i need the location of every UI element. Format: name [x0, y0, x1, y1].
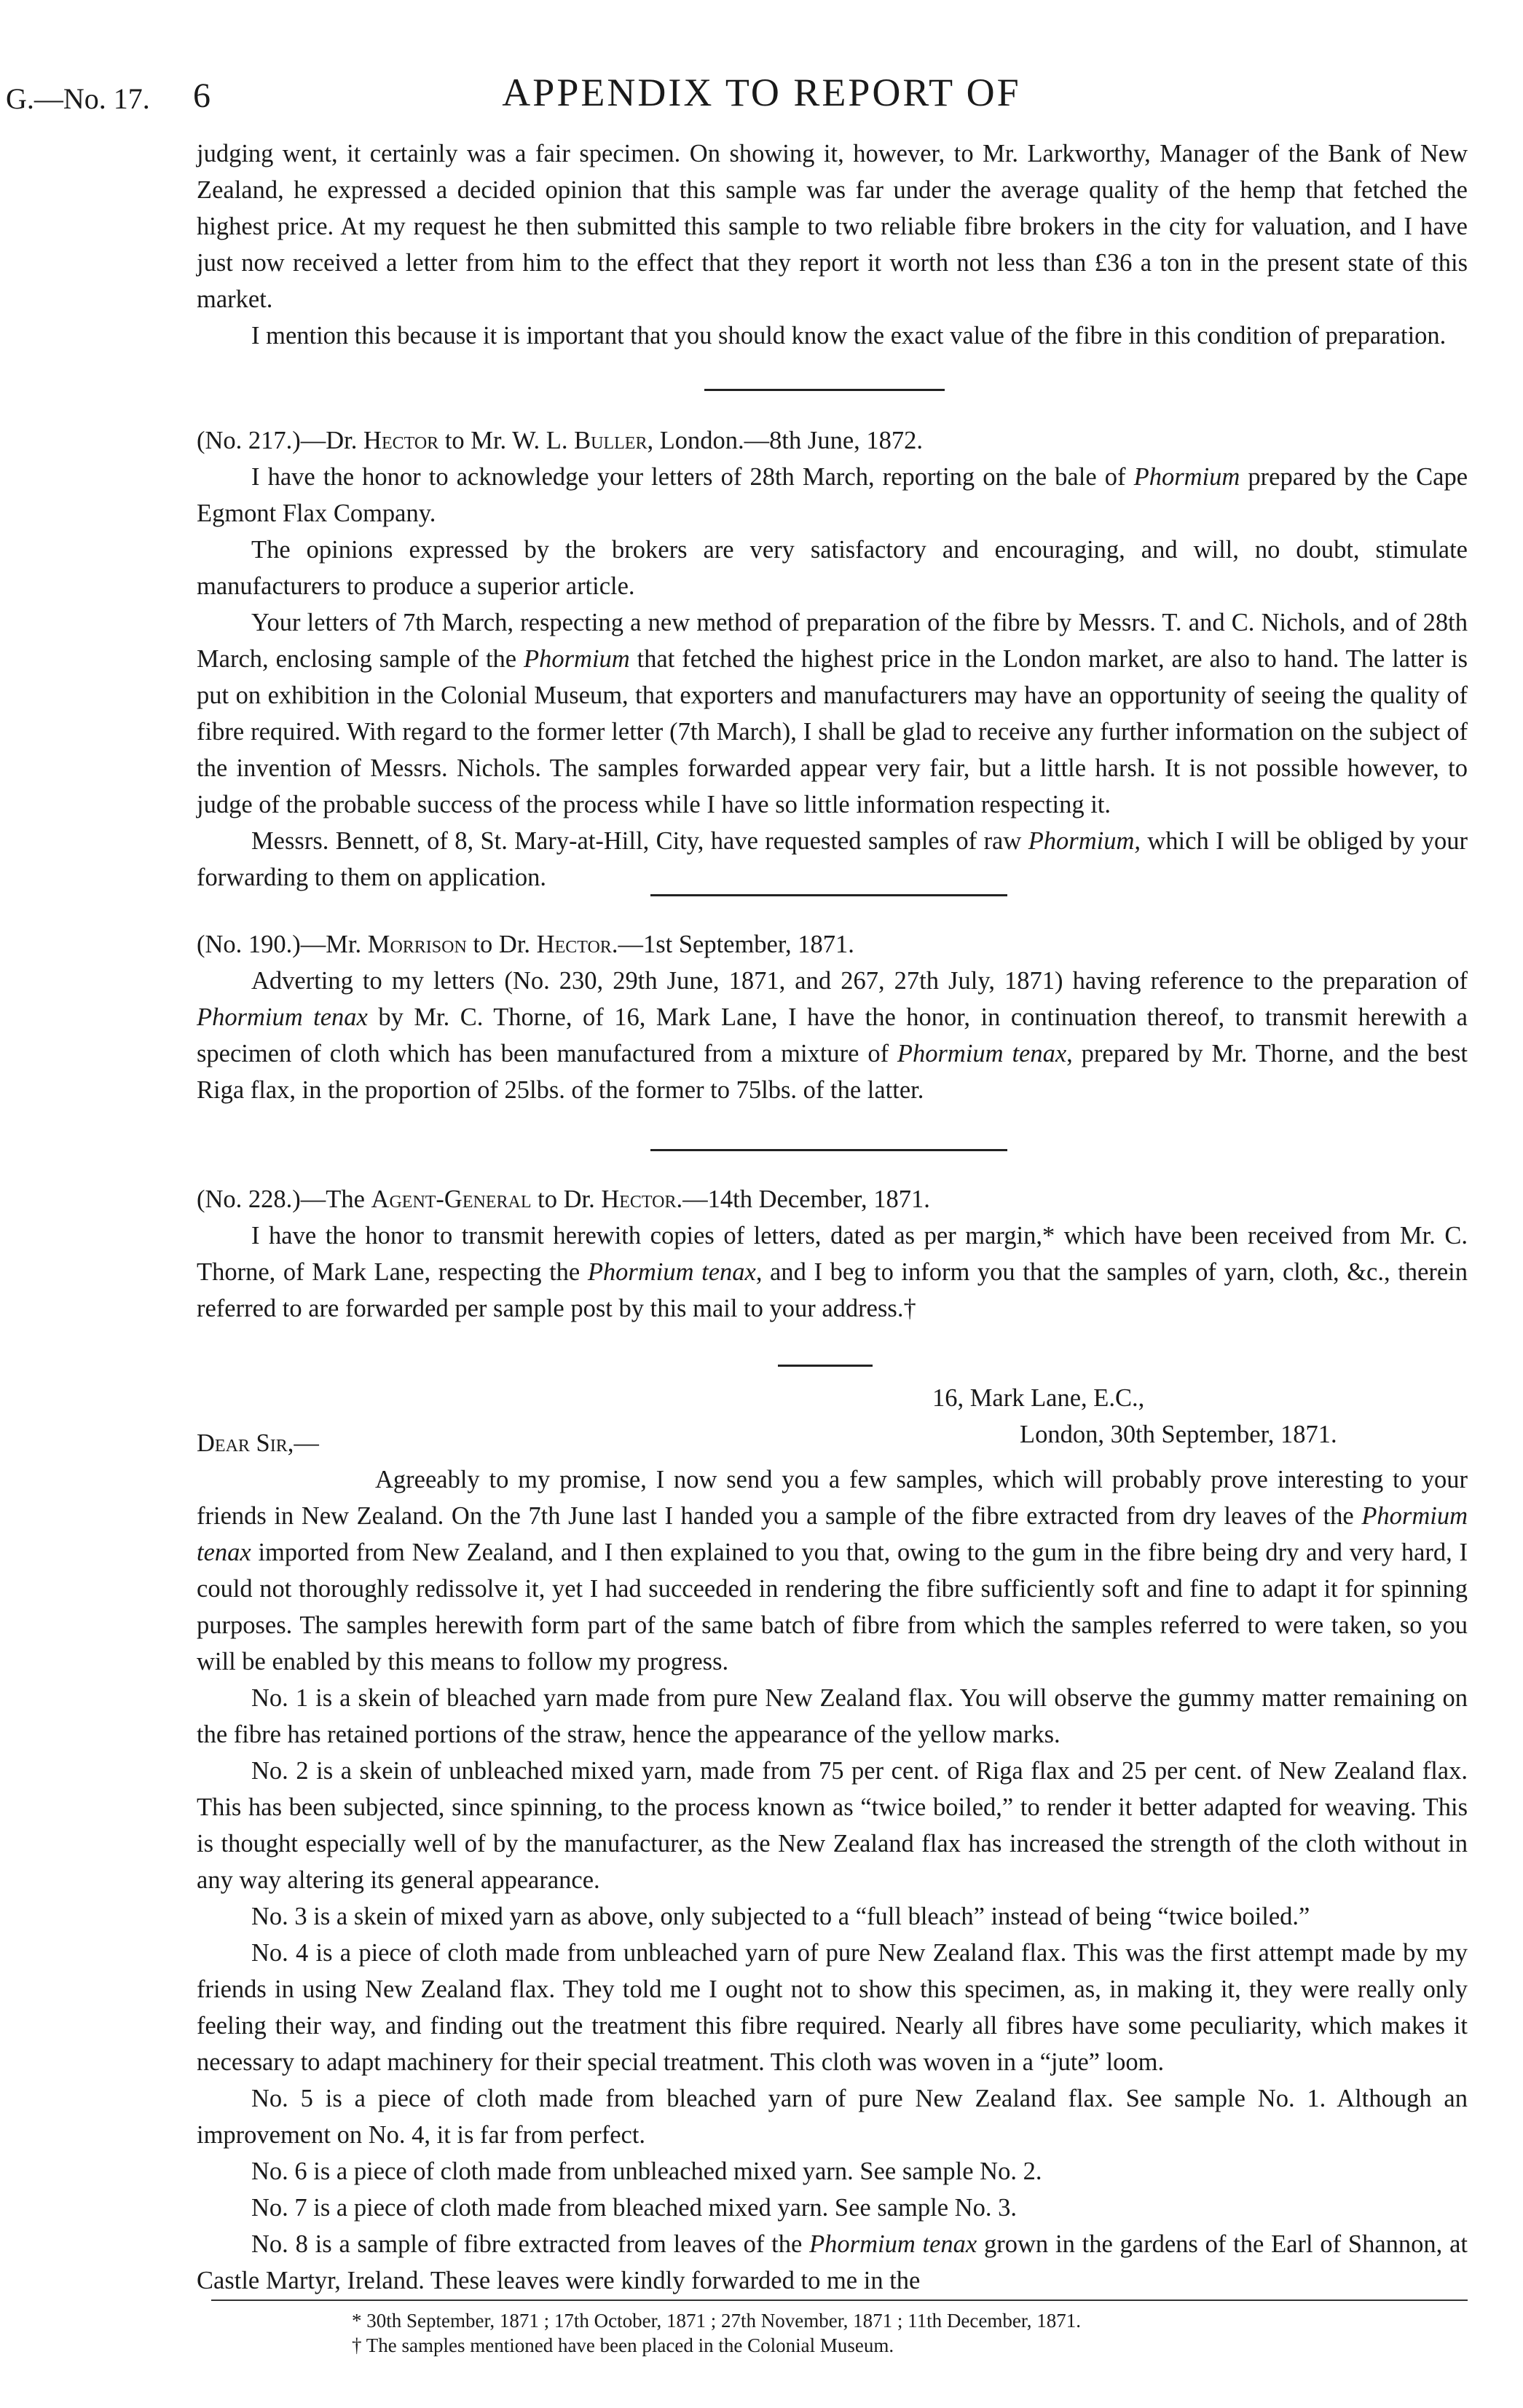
thorne-letter [197, 1380, 1468, 2299]
letter-paragraph: I have the honor to transmit herewith copies of letters, dated as per margin,* which have been received from Mr. C. Thorne, of Mark Lane, respecting the Phormium tenax, and I beg to inform you that the samples of yarn, cloth, &c., therein referred to are forwarded per sample post by this mail to your address.† [197, 1222, 1468, 1322]
footnote-dagger: † The samples mentioned have been placed in the Colonial Museum. [352, 2334, 894, 2356]
sample-item: No. 8 is a sample of fibre extracted from leaves of the Phormium tenax grown in the gardens of the Earl of Shannon, at Castle Martyr, Ireland. These leaves were kindly forwarded to me in the [197, 2230, 1468, 2294]
opening-paragraph-2: I mention this because it is important that you should know the exact value of the fibre in this condition of preparation. [251, 322, 1447, 350]
short-divider [778, 1365, 873, 1367]
letter-heading: (No. 190.)—Mr. Morrison to Dr. Hector.—1st September, 1871. [197, 931, 854, 958]
section-divider [650, 894, 1007, 896]
section-divider [704, 389, 945, 391]
footnote-star: * 30th September, 1871 ; 17th October, 1871 ; 27th November, 1871 ; 11th December, 1871. [352, 2310, 1081, 2332]
report-reference: G.—No. 17. [6, 82, 150, 115]
letter-heading: (No. 217.)—Dr. Hector to Mr. W. L. Buller, London.—8th June, 1872. [197, 427, 924, 454]
footnotes [0, 2308, 1523, 2358]
letter-paragraph: Adverting to my letters (No. 230, 29th June, 1871, and 267, 27th July, 1871) having reference to the preparation of Phormium tenax by Mr. C. Thorne, of 16, Mark Lane, I have the honor, in continuation thereof, to transmit herewith a specimen of cloth which has been manufactured from a mixture of Phormium tenax, prepared by Mr. Thorne, and the best Riga flax, in the proportion of 25lbs. of the former to 75lbs. of the latter. [197, 967, 1468, 1104]
section-divider [650, 1149, 1007, 1151]
sample-item: No. 5 is a piece of cloth made from bleached yarn of pure New Zealand flax. See sample No. 1. Although an improvement on No. 4, it is far from perfect. [197, 2085, 1468, 2149]
page-title: APPENDIX TO REPORT OF [502, 71, 1021, 114]
page-number: 6 [193, 76, 210, 115]
letter-paragraph: Agreeably to my promise, I now send you a few samples, which will probably prove interesting to your friends in New Zealand. On the 7th June last I handed you a sample of the fibre extracted from dry leaves of the Phormium tenax imported from New Zealand, and I then explained to you that, owing to the gum in the fibre being dry and very hard, I could not thoroughly redissolve it, yet I had succeeded in rendering the fibre sufficiently soft and fine to adapt it for spinning purposes. The samples herewith form part of the same batch of fibre from which the samples referred to were taken, so you will be enabled by this means to follow my progress. [197, 1466, 1468, 1675]
sample-item: No. 7 is a piece of cloth made from bleached mixed yarn. See sample No. 3. [251, 2194, 1017, 2222]
sample-item: No. 3 is a skein of mixed yarn as above, only subjected to a “full bleach” instead of being “twice boiled.” [251, 1903, 1310, 1930]
letter-address-line: London, 30th September, 1871. [1020, 1421, 1337, 1448]
letter-paragraph: Messrs. Bennett, of 8, St. Mary-at-Hill, City, have requested samples of raw Phormium, which I will be obliged by your forwarding to them on application. [197, 827, 1468, 891]
sample-item: No. 4 is a piece of cloth made from unbleached yarn of pure New Zealand flax. This was the first attempt made by my friends in using New Zealand flax. They told me I ought not to show this specimen, as, in making it, they were really only feeling their way, and finding out the treatment this fibre required. Nearly all fibres have some peculiarity, which makes it necessary to adapt machinery for their special treatment. This cloth was woven in a “jute” loom. [197, 1939, 1468, 2076]
footnote-divider [211, 2300, 1468, 2301]
letter-paragraph: Your letters of 7th March, respecting a new method of preparation of the fibre by Messrs. T. and C. Nichols, and of 28th March, enclosing sample of the Phormium that fetched the highest price in the London market, are also to hand. The latter is put on exhibition in the Colonial Museum, that exporters and manufacturers may have an opportunity of seeing the quality of fibre required. With regard to the former letter (7th March), I shall be glad to receive any further information on the subject of the invention of Messrs. Nichols. The samples forwarded appear very fair, but a little harsh. It is not possible however, to judge of the probable success of the process while I have so little information respecting it. [197, 609, 1468, 818]
letter-salutation: Dear Sir,— [197, 1429, 319, 1457]
letter-paragraph: The opinions expressed by the brokers are very satisfactory and encouraging, and will, no doubt, stimulate manufacturers to produce a superior article. [197, 536, 1468, 600]
sample-item: No. 2 is a skein of unbleached mixed yarn, made from 75 per cent. of Riga flax and 25 per cent. of New Zealand flax. This has been subjected, since spinning, to the process known as “twice boiled,” to render it better adapted for weaving. This is thought especially well of by the manufacturer, as the New Zealand flax has increased the strength of the cloth without in any way altering its general appearance. [197, 1757, 1468, 1894]
opening-paragraph-1: judging went, it certainly was a fair specimen. On showing it, however, to Mr. Larkworthy, Manager of the Bank of New Zealand, he expressed a decided opinion that this sample was far under the average quality of the hemp that fetched the highest price. At my request he then submitted this sample to two reliable fibre brokers in the city for valuation, and I have just now received a letter from him to the effect that they report it worth not less than £36 a ton in the present state of this market. [197, 140, 1468, 313]
letter-paragraph: I have the honor to acknowledge your letters of 28th March, reporting on the bale of Phormium prepared by the Cape Egmont Flax Company. [197, 463, 1468, 527]
opening-section [197, 135, 1468, 354]
sample-item: No. 6 is a piece of cloth made from unbleached mixed yarn. See sample No. 2. [251, 2158, 1042, 2185]
letter-228 [197, 1181, 1468, 1327]
sample-item: No. 1 is a skein of bleached yarn made from pure New Zealand flax. You will observe the gummy matter remaining on the fibre has retained portions of the straw, hence the appearance of the yellow marks. [197, 1684, 1468, 1748]
letter-217 [197, 422, 1468, 896]
letter-heading: (No. 228.)—The Agent-General to Dr. Hector.—14th December, 1871. [197, 1185, 930, 1213]
letter-190 [197, 926, 1468, 1108]
letter-address-line: 16, Mark Lane, E.C., [932, 1384, 1145, 1412]
